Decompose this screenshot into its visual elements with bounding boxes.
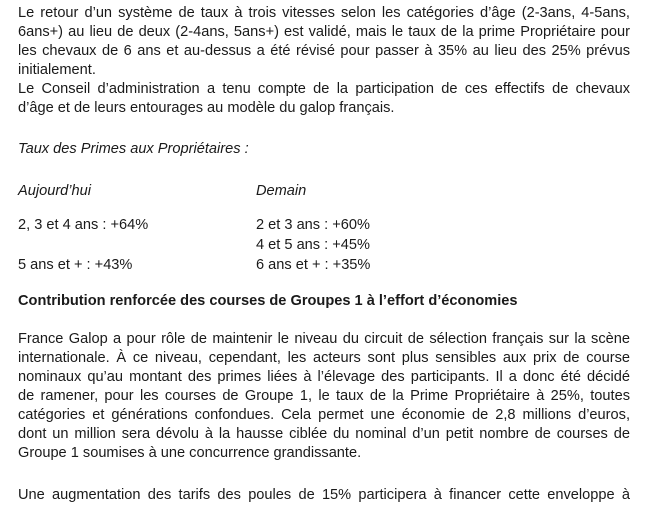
text-line: France Galop a pour rôle de maintenir le niveau du circuit de sélection français sur la scène	[18, 331, 630, 347]
text-line: nominaux qu’au montant des primes liées à l’élevage des participants. Il a donc été décidé	[18, 369, 630, 385]
text-line: Une augmentation des tarifs des poules de 15% participera à financer cette enveloppe à	[18, 487, 630, 503]
text-line: d’âge et de leurs entourages au modèle du galop français.	[18, 100, 395, 116]
text-line: initialement.	[18, 62, 96, 78]
text-line: catégories et générations confondues. Cela permet une économie de 2,8 millions d’euros,	[18, 407, 630, 423]
text-line: les chevaux de 6 ans et au-dessus a été révisé pour passer à 35% au lieu des 25% prévus	[18, 43, 630, 59]
rate-today-row: 2, 3 et 4 ans : +64%	[18, 217, 149, 233]
text-line: Le Conseil d’administration a tenu compte de la participation de ces effectifs de chevaux	[18, 81, 630, 97]
text-line: internationale. À ce niveau, cependant, les acteurs sont plus sensibles aux prix de course	[18, 350, 630, 366]
text-line: dont un million sera dévolu à la hausse ciblée du nominal d’un petit nombre de courses de	[18, 426, 630, 442]
rates-title: Taux des Primes aux Propriétaires :	[18, 141, 249, 157]
rate-today-row: 5 ans et + : +43%	[18, 257, 133, 273]
rate-tomorrow-row: 2 et 3 ans : +60%	[256, 217, 370, 233]
rates-header-today: Aujourd’hui	[18, 183, 92, 199]
rate-tomorrow-row: 6 ans et + : +35%	[256, 257, 371, 273]
text-line: Groupe 1 soumises à une concurrence grandissante.	[18, 445, 362, 461]
text-line: de ramener, pour les courses de Groupe 1, le taux de la Prime Propriétaire à 25%, toutes	[18, 388, 630, 404]
text-line: 6ans+) au lieu de deux (2-4ans, 5ans+) est validé, mais le taux de la prime Propriétaire pour	[18, 24, 630, 40]
rate-tomorrow-row: 4 et 5 ans : +45%	[256, 237, 370, 253]
text-line: Le retour d’un système de taux à trois vitesses selon les catégories d’âge (2-3ans, 4-5ans,	[18, 5, 630, 21]
rates-header-tomorrow: Demain	[256, 183, 307, 199]
section-heading: Contribution renforcée des courses de Groupes 1 à l’effort d’économies	[18, 293, 518, 309]
